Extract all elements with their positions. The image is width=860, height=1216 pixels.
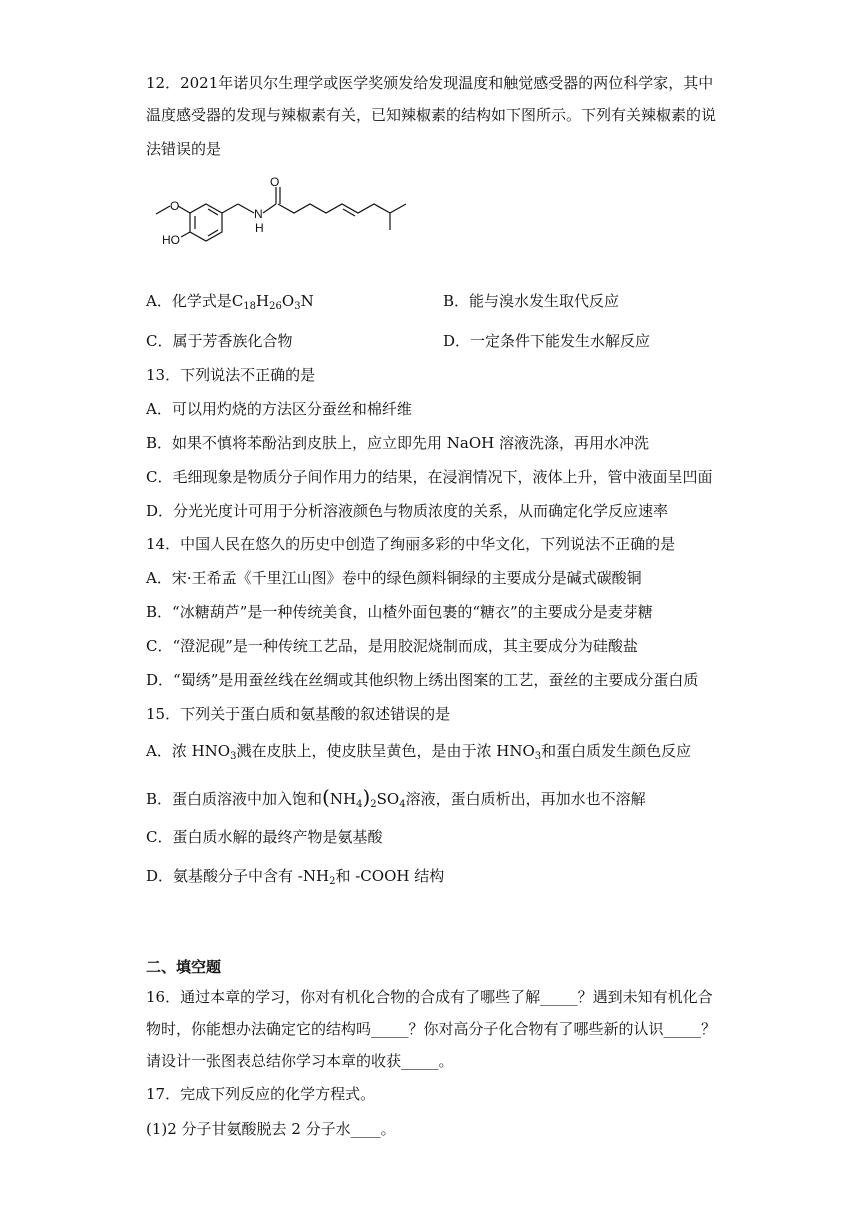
q13-option-a: A．可以用灼烧的方法区分蚕丝和棉纤维 (146, 400, 412, 418)
capsaicin-structure-diagram (146, 170, 446, 262)
q12-option-a-text: A．化学式是C (146, 292, 244, 310)
q12-option-a-text: H (256, 292, 270, 310)
q15-option-b-text: 溶液，蛋白质析出，再加水也不溶解 (405, 790, 646, 808)
q15-option-b-text: NH (329, 790, 357, 808)
section-title: 二、填空题 (146, 958, 222, 976)
q13-option-b: B．如果不慎将苯酚沾到皮肤上，应立即先用 NaOH 溶液洗涤，再用水冲洗 (146, 434, 650, 452)
q12-option-a (146, 290, 314, 318)
carbonyl-oxygen-label: O (270, 175, 280, 189)
q12-option-c: C．属于芳香族化合物 (146, 332, 293, 350)
q15-option-a (146, 740, 691, 768)
q16-line1: 16．通过本章的学习，你对有机化合物的合成有了哪些了解_____？遇到未知有机化合 (146, 988, 713, 1006)
isopropyl-bond (390, 204, 406, 213)
methoxy-bond (178, 206, 190, 213)
q15-option-d-sub: 2 (329, 876, 336, 887)
q15-option-b-paren: ) (362, 785, 371, 809)
q14-option-a: A．宋·王希孟《千里江山图》卷中的绿色颜料铜绿的主要成分是碱式碳酸铜 (146, 569, 642, 587)
amide-nitrogen-label: N (254, 207, 263, 221)
q15-stem: 15．下列关于蛋白质和氨基酸的叙述错误的是 (146, 705, 451, 723)
q13-option-d: D．分光光度计可用于分析溶液颜色与物质浓度的关系，从而确定化学反应速率 (146, 502, 669, 520)
q12-stem-line2: 温度感受器的发现与辣椒素有关，已知辣椒素的结构如下图所示。下列有关辣椒素的说 (146, 106, 717, 124)
q12-option-d: D．一定条件下能发生水解反应 (443, 332, 651, 350)
q15-option-b-paren: ( (322, 785, 330, 809)
benzyl-bond (222, 204, 238, 213)
q15-option-a-sub: 3 (534, 751, 542, 762)
q15-option-d (146, 865, 444, 893)
q14-option-d: D．“蜀绣”是用蚕丝线在丝绸或其他织物上绣出图案的工艺，蚕丝的主要成分蛋白质 (146, 671, 699, 689)
q15-option-c: C．蛋白质水解的最终产物是氨基酸 (146, 828, 383, 846)
q15-option-a-text: A．浓 HNO (146, 742, 231, 760)
alkyl-chain (278, 204, 390, 230)
q17-subquestion-1: (1)2 分子甘氨酸脱去 2 分子水____。 (146, 1120, 396, 1138)
q15-option-a-sub: 3 (230, 751, 237, 762)
q15-option-b-sub: 4 (356, 799, 363, 810)
q12-option-a-sub: 3 (294, 301, 301, 312)
q12-option-a-sub: 26 (269, 301, 282, 312)
q15-option-b-text: SO (376, 790, 400, 808)
q15-option-d-text: D．氨基酸分子中含有 -NH (146, 867, 330, 885)
methoxy-oxygen-label: O (170, 199, 180, 213)
q15-option-b-text: B．蛋白质溶液中加入饱和 (146, 790, 323, 808)
q16-line3: 请设计一张图表总结你学习本章的收获_____。 (146, 1052, 454, 1070)
q15-option-d-text: 和 -COOH 结构 (335, 867, 445, 885)
methyl-bond (156, 206, 170, 214)
ch2-n-bond (238, 204, 254, 213)
q14-option-b: B．“冰糖葫芦”是一种传统美食，山楂外面包裹的“糖衣”的主要成分是麦芽糖 (146, 603, 653, 621)
n-carbonyl-bond (263, 204, 276, 213)
q13-option-c: C．毛细现象是物质分子间作用力的结果，在浸润情况下，液体上升，管中液面呈凹面 (146, 468, 713, 486)
q17-stem: 17．完成下列反应的化学方程式。 (146, 1085, 376, 1103)
q12-stem-line3: 法错误的是 (146, 140, 222, 158)
q12-option-a-text: N (300, 292, 314, 310)
q15-option-a-text: 和蛋白质发生颜色反应 (541, 742, 692, 760)
q15-option-b-sub: 4 (399, 799, 406, 810)
q15-option-b-sub: 2 (370, 799, 377, 810)
q12-stem-line1: 12．2021年诺贝尔生理学或医学奖颁发给发现温度和触觉感受器的两位科学家，其中 (146, 74, 714, 92)
capsaicin-bonds (156, 187, 406, 241)
q15-option-a-text: 溅在皮肤上，使皮肤呈黄色，是由于浓 HNO (236, 742, 535, 760)
q13-stem: 13．下列说法不正确的是 (146, 366, 316, 384)
q14-option-c: C．“澄泥砚”是一种传统工艺品，是用胶泥烧制而成，其主要成分为硅酸盐 (146, 637, 638, 655)
q12-option-a-sub: 18 (243, 301, 257, 312)
amide-hydrogen-label: H (255, 221, 264, 235)
q14-stem: 14．中国人民在悠久的历史中创造了绚丽多彩的中华文化，下列说法不正确的是 (146, 535, 676, 553)
q12-option-a-text: O (281, 292, 295, 310)
q16-line2: 物时，你能想办法确定它的结构吗_____？你对高分子化合物有了哪些新的认识_____？ (146, 1020, 717, 1038)
q12-option-b: B．能与溴水发生取代反应 (443, 292, 620, 310)
q15-option-b (146, 786, 646, 816)
hydroxyl-label: HO (162, 233, 180, 247)
hydroxy-bond (181, 232, 190, 237)
